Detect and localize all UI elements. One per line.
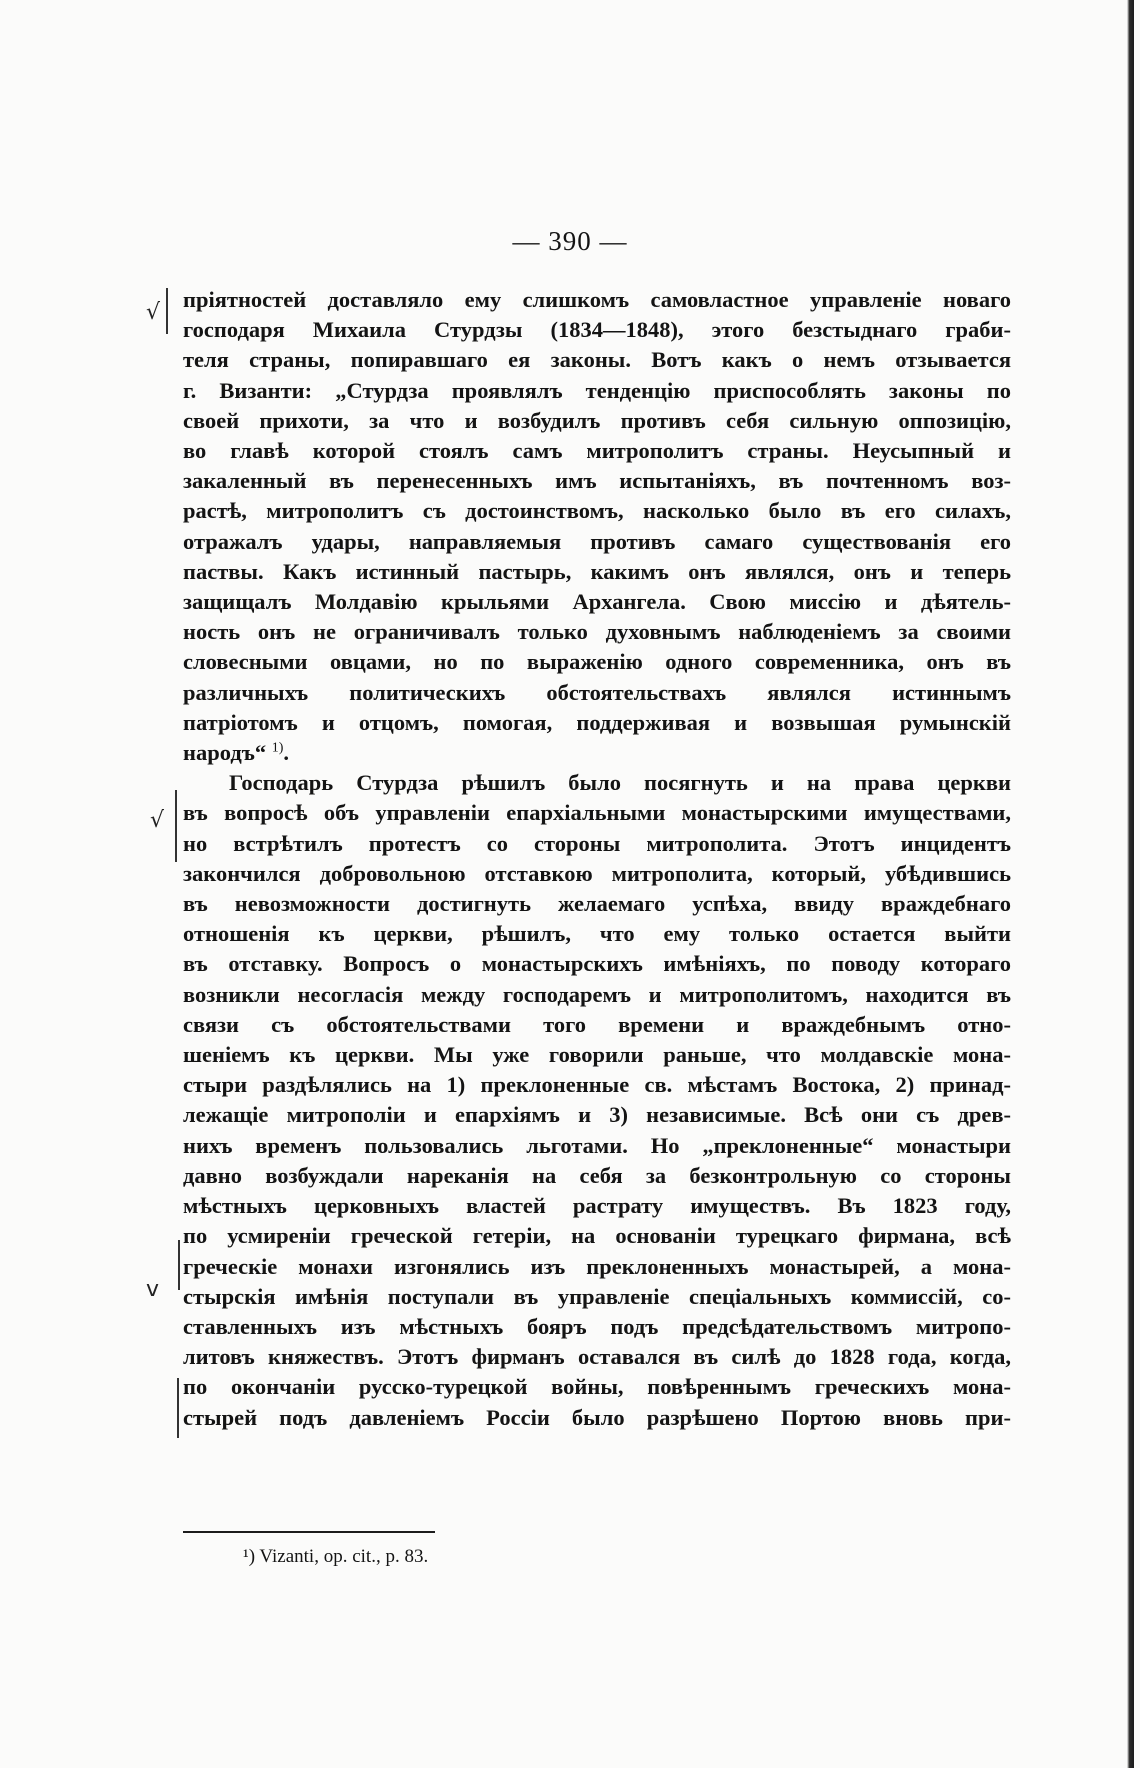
margin-bar <box>178 1240 180 1290</box>
text-line: отношенія къ церкви, рѣшилъ, что ему только остается выйти <box>183 921 1011 947</box>
margin-check-mark: √ <box>146 300 161 325</box>
body-text <box>183 285 1011 1433</box>
text-line: пріятностей доставляло ему слишкомъ самовластное управленіе новаго <box>183 287 1011 312</box>
margin-bar <box>177 1378 179 1438</box>
text-line: греческіе монахи изгонялись изъ преклоненныхъ монастырей, а мона- <box>183 1253 1011 1279</box>
text-line: лежащіе митрополіи и епархіямъ и 3) независимые. Всѣ они съ древ- <box>183 1102 1011 1128</box>
page-edge <box>1127 0 1134 1768</box>
paragraph-2 <box>183 768 1011 1432</box>
text-line: различныхъ политическихъ обстоятельствахъ являлся истиннымъ <box>183 679 1011 705</box>
paragraph-1 <box>183 285 1011 768</box>
text-fragment: . <box>283 740 290 766</box>
text-line: защищалъ Молдавію крыльями Архангела. Свою миссію и дѣятель- <box>183 589 1011 615</box>
text-line: патріотомъ и отцомъ, помогая, поддерживая и возвышая румынскій <box>183 709 1011 735</box>
footnote: ¹) Vizanti, op. cit., p. 83. <box>243 1546 429 1567</box>
text-line: Господарь Стурдза рѣшилъ было посягнуть и на права церкви <box>229 770 1011 796</box>
page-number: — 390 — <box>512 226 628 256</box>
text-line: давно возбуждали нареканія на себя за безконтрольную со стороны <box>183 1162 1011 1188</box>
text-line: нихъ временъ пользовались льготами. Но „преклоненные“ монастыри <box>183 1132 1011 1158</box>
text-line: паствы. Какъ истинный пастырь, какимъ онъ являлся, онъ и теперь <box>183 558 1011 584</box>
text-line: въ вопросѣ объ управленіи епархіальными монастырскими имуществами, <box>183 800 1011 826</box>
text-line: своей прихоти, за что и возбудилъ противъ себя сильную оппозицію, <box>183 407 1011 433</box>
text-line <box>183 738 1011 768</box>
text-line: ставленныхъ изъ мѣстныхъ бояръ подъ предсѣдательствомъ митропо- <box>183 1313 1011 1339</box>
text-line: въ отставку. Вопросъ о монастырскихъ имѣніяхъ, по поводу котораго <box>183 951 1011 977</box>
text-line: стырскія имѣнія поступали въ управленіе спеціальныхъ коммиссій, со- <box>183 1283 1011 1309</box>
text-line: закаленный въ перенесенныхъ имъ испытаніяхъ, въ почтенномъ воз- <box>183 468 1011 494</box>
text-line: возникли несогласія между господаремъ и митрополитомъ, находится въ <box>183 981 1011 1007</box>
text-line: по усмиреніи греческой гетеріи, на основаніи турецкаго фирмана, всѣ <box>183 1223 1011 1249</box>
text-line: литовъ княжествъ. Этотъ фирманъ оставался въ силѣ до 1828 года, когда, <box>183 1344 1011 1370</box>
text-line: связи съ обстоятельствами того времени и враждебнымъ отно- <box>183 1011 1011 1037</box>
text-line: стыри раздѣлялись на 1) преклоненные св. мѣстамъ Востока, 2) принад- <box>183 1072 1011 1098</box>
text-line: теля страны, попиравшаго ея законы. Вотъ какъ о немъ отзывается <box>183 347 1011 373</box>
margin-check-mark: √ <box>150 808 165 833</box>
text-line: словесными овцами, но по выраженію одного современника, онъ въ <box>183 649 1011 675</box>
margin-bar <box>166 288 168 334</box>
text-line: мѣстныхъ церковныхъ властей растрату имуществъ. Въ 1823 году, <box>183 1193 1011 1219</box>
text-line: во главѣ которой стоялъ самъ митрополитъ страны. Неусыпный и <box>183 438 1011 464</box>
text-line: господаря Михаила Стурдзы (1834—1848), этого безстыднаго граби- <box>183 317 1011 343</box>
footnote-divider <box>183 1531 435 1533</box>
text-fragment: народъ“ <box>183 740 272 766</box>
text-line: но встрѣтилъ протестъ со стороны митрополита. Этотъ инцидентъ <box>183 830 1011 856</box>
text-line: растѣ, митрополитъ съ достоинствомъ, насколько было въ его силахъ, <box>183 498 1011 524</box>
text-line: по окончаніи русско-турецкой войны, повѣреннымъ греческихъ мона- <box>183 1374 1011 1400</box>
text-line: шеніемъ къ церкви. Мы уже говорили раньше, что молдавскіе мона- <box>183 1042 1011 1068</box>
text-line: г. Византи: „Стурдза проявлялъ тенденцію приспособлять законы по <box>183 377 1011 403</box>
footnote-reference[interactable]: 1) <box>271 740 284 756</box>
text-line: стырей подъ давленіемъ Россіи было разрѣшено Портою вновь при- <box>183 1404 1011 1430</box>
text-line: ность онъ не ограничивалъ только духовнымъ наблюденіемъ за своими <box>183 619 1011 645</box>
text-line: въ невозможности достигнуть желаемаго успѣха, ввиду враждебнаго <box>183 891 1011 917</box>
margin-bar <box>175 790 177 862</box>
margin-check-mark: v <box>146 1277 160 1302</box>
text-line: закончился добровольною отставкою митрополита, который, убѣдившись <box>183 860 1011 886</box>
text-line: отражалъ удары, направляемыя противъ самаго существованія его <box>183 528 1011 554</box>
